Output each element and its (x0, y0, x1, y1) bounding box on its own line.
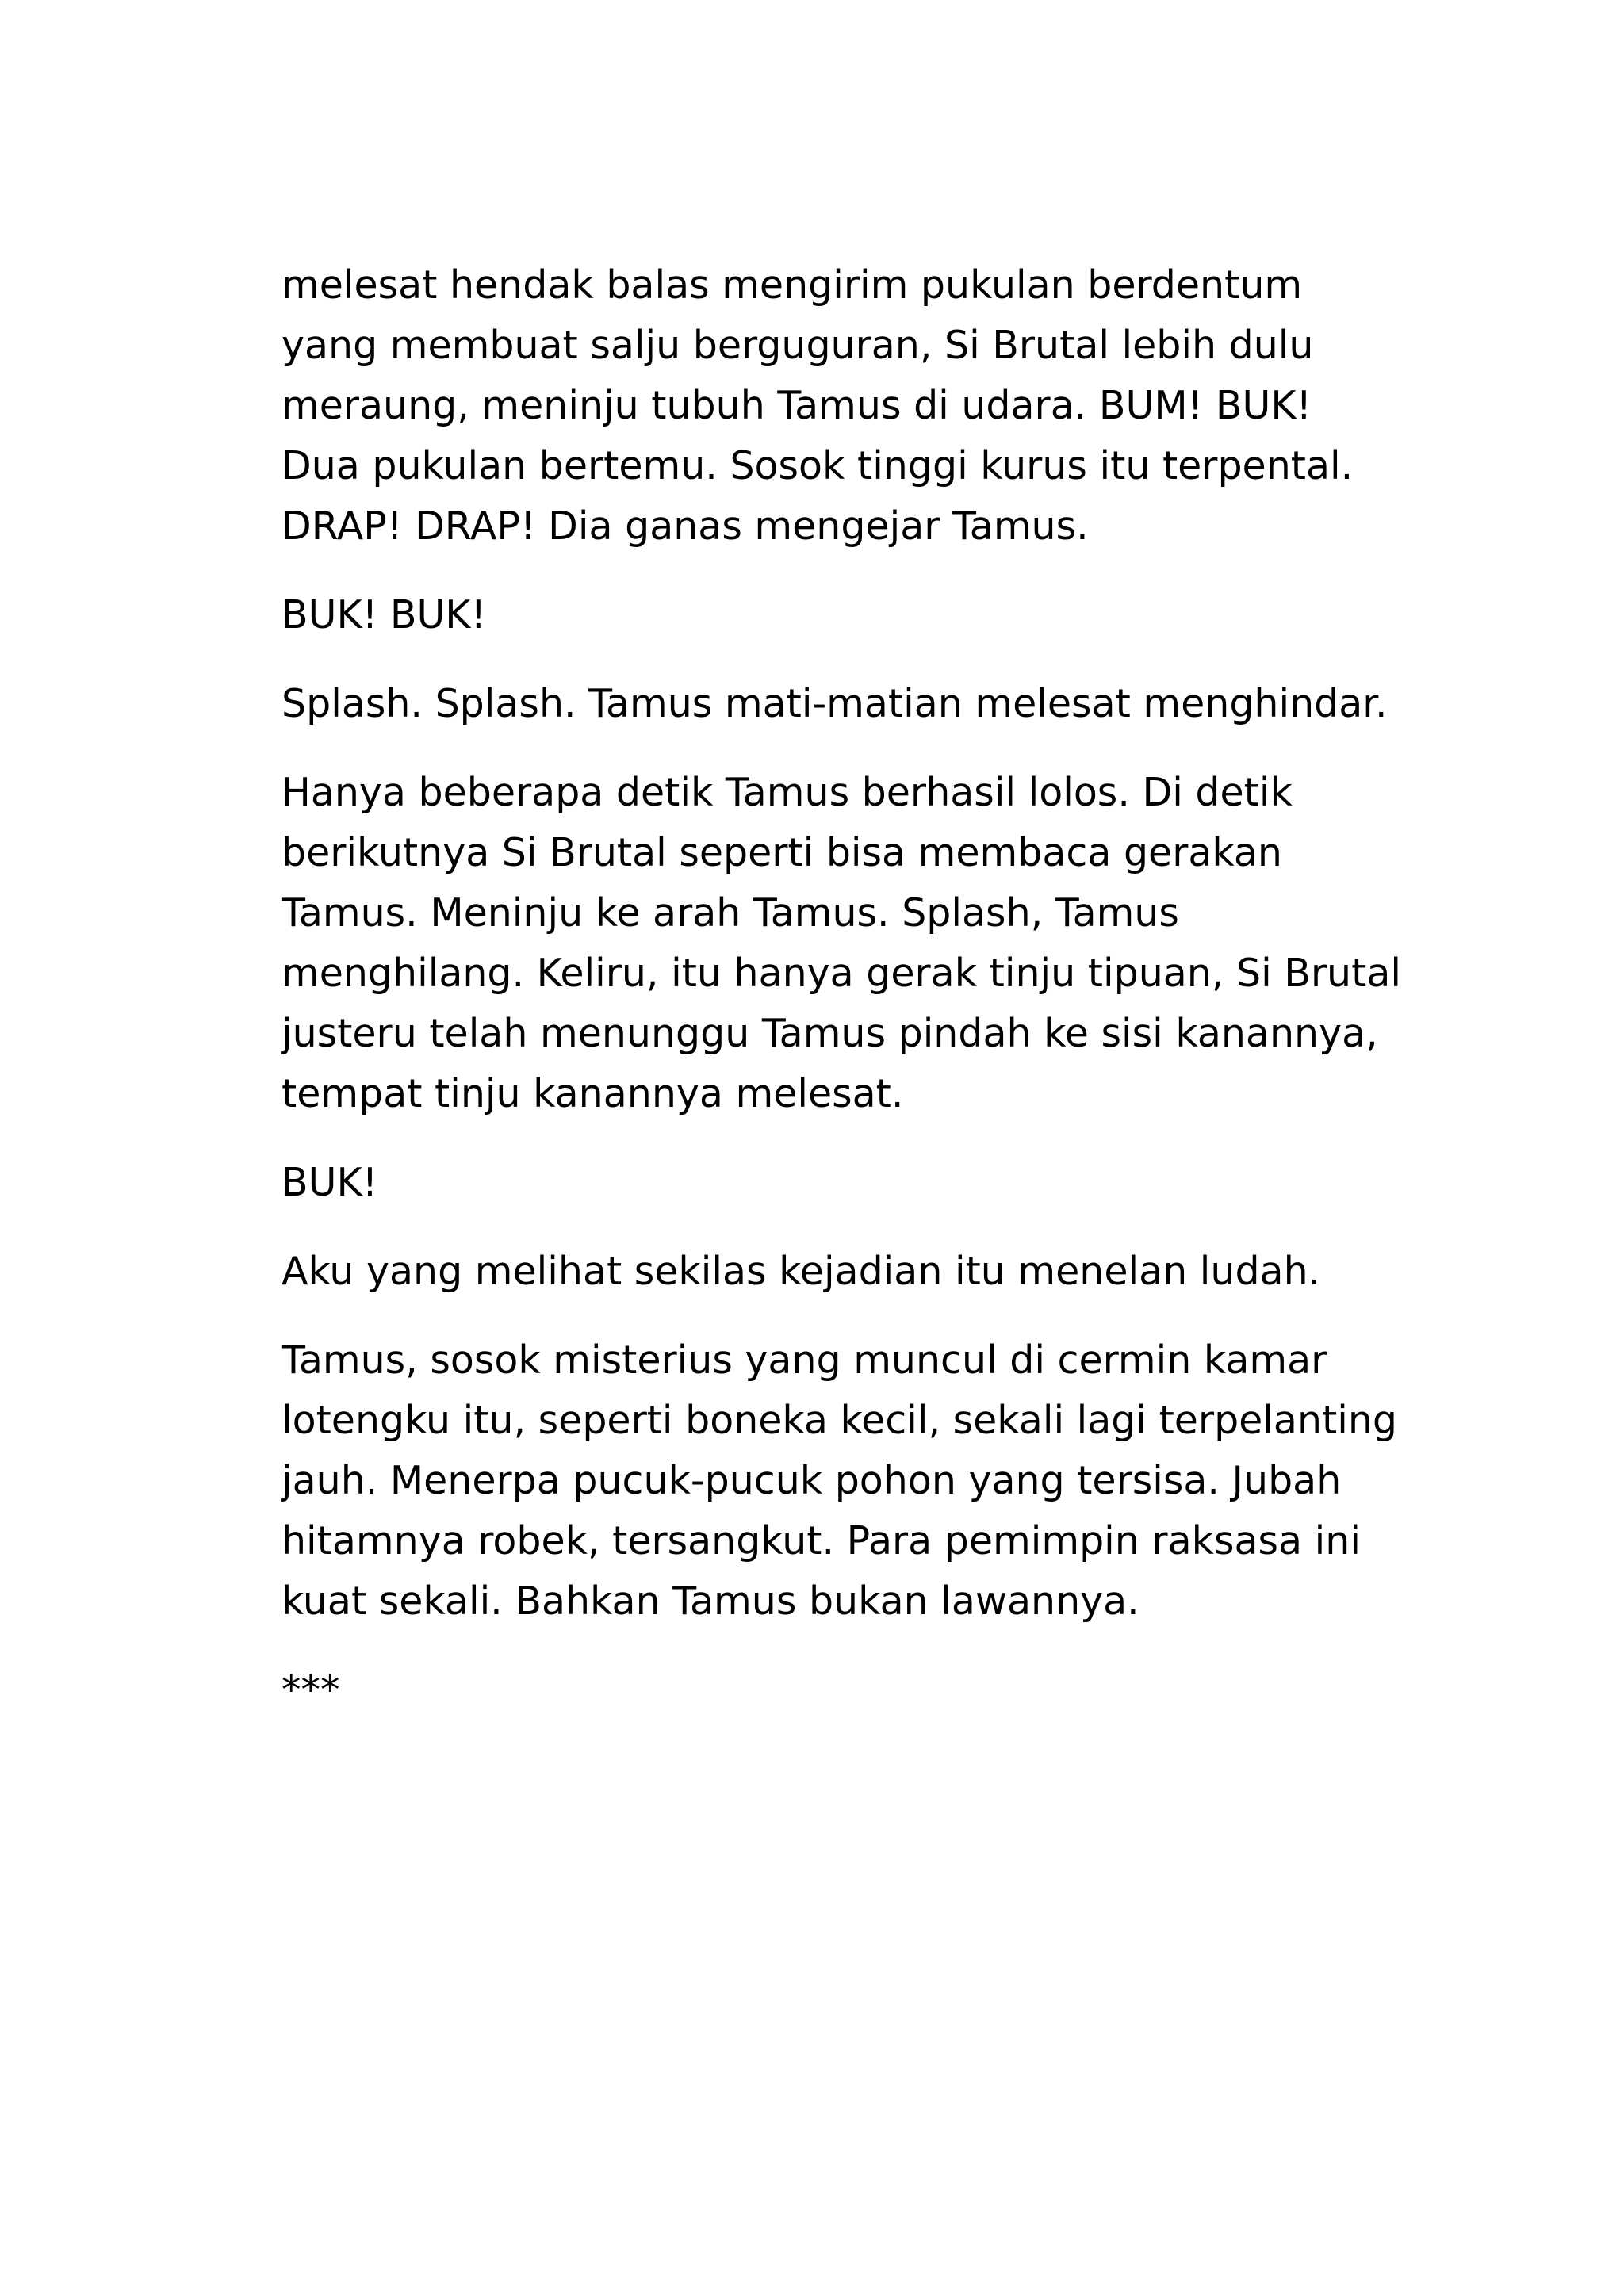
text-line: BUK! (282, 1160, 378, 1205)
text-line: yang membuat salju berguguran, Si Brutal lebih dulu (282, 323, 1314, 368)
text-line: Splash. Splash. Tamus mati-matian melesat menghindar. (282, 681, 1388, 726)
paragraph-1 (282, 255, 1392, 557)
paragraph-4 (282, 763, 1401, 1124)
body-text (282, 255, 1401, 1749)
text-line: lotengku itu, seperti boneka kecil, sekali lagi terpelanting (282, 1398, 1398, 1443)
text-line: DRAP! DRAP! Dia ganas mengejar Tamus. (282, 503, 1089, 549)
text-line: kuat sekali. Bahkan Tamus bukan lawannya. (282, 1578, 1139, 1624)
text-line: jauh. Menerpa pucuk-pucuk pohon yang tersisa. Jubah (282, 1458, 1342, 1503)
text-line: menghilang. Keliru, itu hanya gerak tinju tipuan, Si Brutal (282, 951, 1401, 996)
paragraph-3 (282, 674, 1392, 734)
text-line: Tamus. Meninju ke arah Tamus. Splash, Tamus (282, 890, 1179, 936)
text-line: meraung, meninju tubuh Tamus di udara. BUM! BUK! (282, 383, 1312, 428)
text-line: berikutnya Si Brutal seperti bisa membaca gerakan (282, 830, 1282, 875)
text-line: Dua pukulan bertemu. Sosok tinggi kurus itu terpental. (282, 443, 1354, 488)
paragraph-5 (282, 1153, 1392, 1213)
text-line: justeru telah menunggu Tamus pindah ke sisi kanannya, (282, 1011, 1378, 1056)
text-line: Tamus, sosok misterius yang muncul di cermin kamar (282, 1337, 1327, 1383)
text-line: melesat hendak balas mengirim pukulan berdentum (282, 262, 1303, 308)
paragraph-6 (282, 1242, 1392, 1302)
paragraph-7 (282, 1330, 1398, 1632)
text-line: BUK! BUK! (282, 592, 487, 637)
text-line: tempat tinju kanannya melesat. (282, 1071, 904, 1116)
text-line: hitamnya robek, tersangkut. Para pemimpin raksasa ini (282, 1518, 1361, 1563)
text-line: Hanya beberapa detik Tamus berhasil lolos. Di detik (282, 770, 1293, 815)
scene-break (282, 1660, 1392, 1720)
text-line: Aku yang melihat sekilas kejadian itu menelan ludah. (282, 1249, 1321, 1294)
paragraph-2 (282, 585, 1392, 645)
scene-break-asterisks: *** (282, 1667, 340, 1712)
